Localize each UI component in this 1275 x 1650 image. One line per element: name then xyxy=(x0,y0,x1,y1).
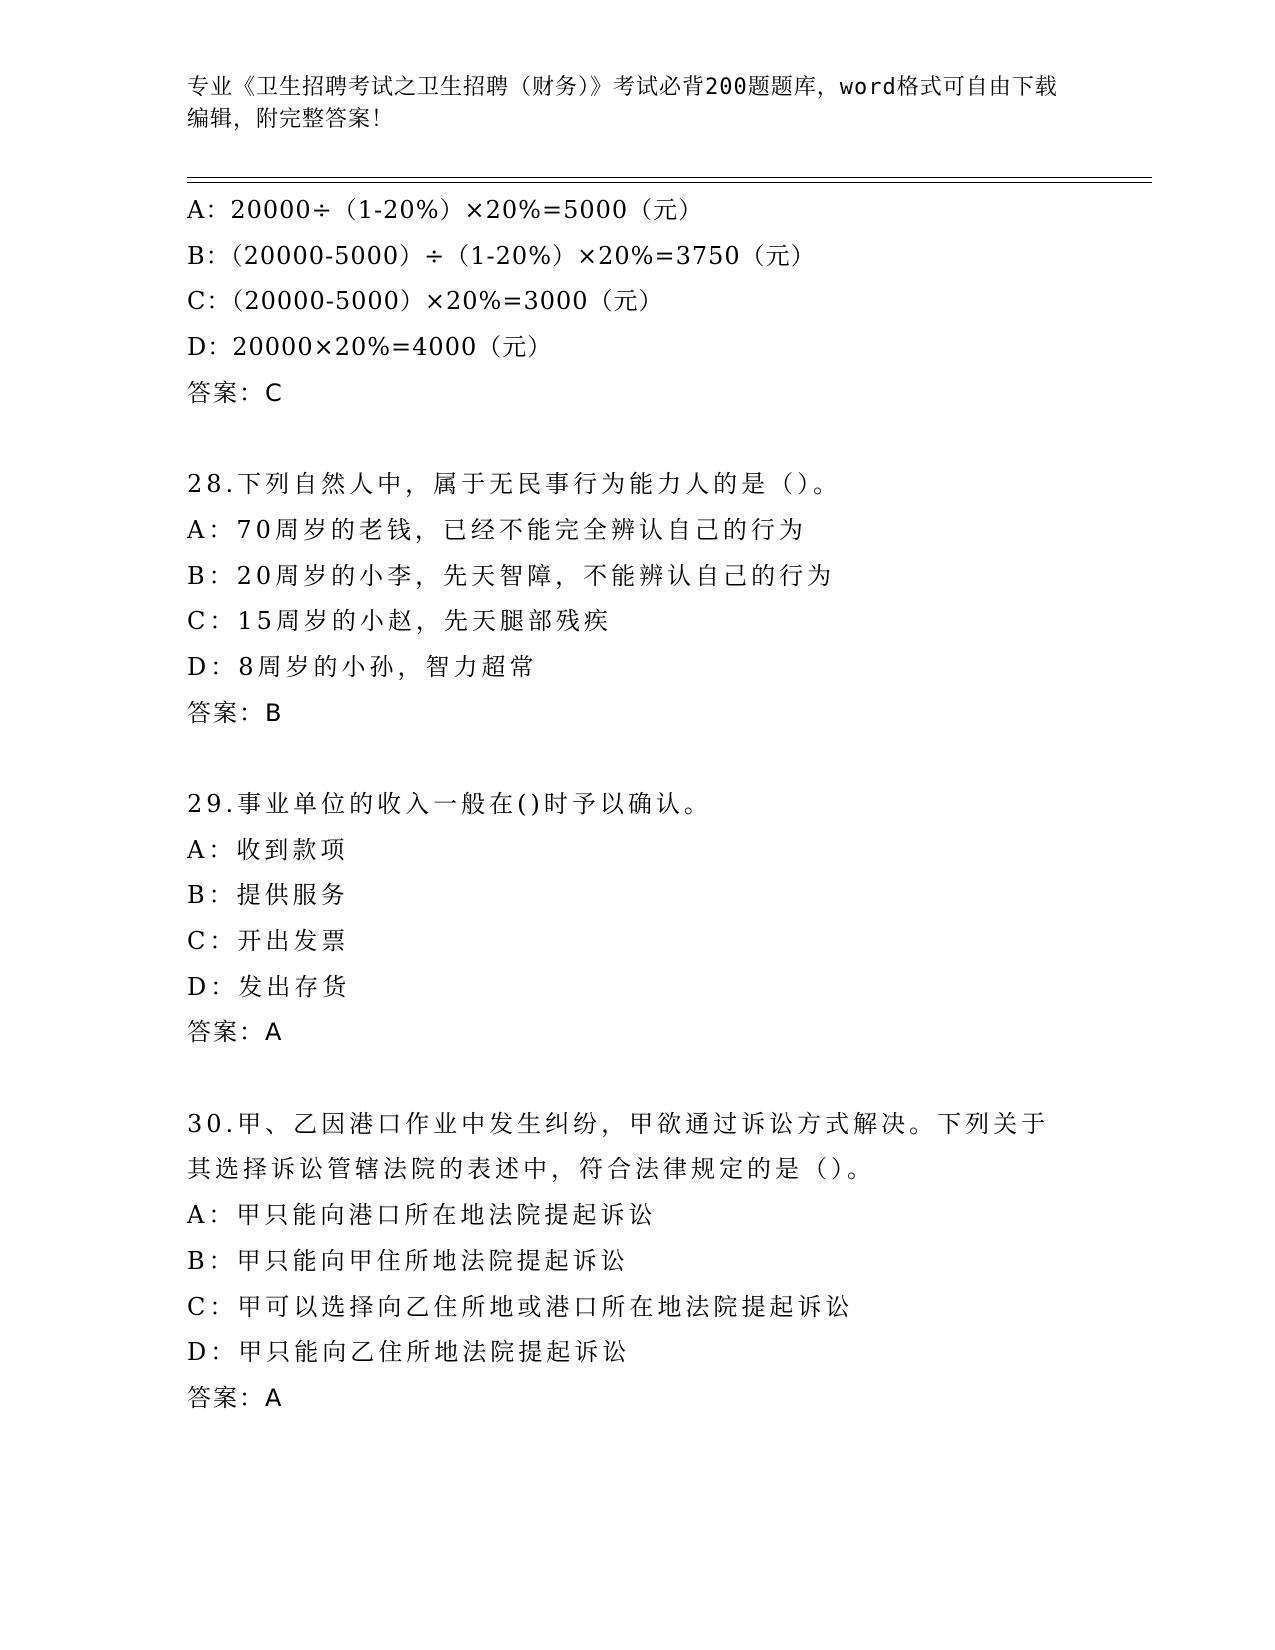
header-divider-bottom xyxy=(187,182,1152,183)
option-b: B：（20000-5000）÷（1-20%）×20%=3750（元） xyxy=(187,241,816,270)
answer-line: 答案：A xyxy=(187,1018,284,1047)
option-a: A：70周岁的老钱，已经不能完全辨认自己的行为 xyxy=(187,515,807,544)
answer-line: 答案：B xyxy=(187,698,284,727)
question-stem-continued: 其选择诉讼管辖法院的表述中，符合法律规定的是（）。 xyxy=(187,1155,875,1184)
option-d: D：20000×20%=4000（元） xyxy=(187,333,553,362)
option-a: A：20000÷（1-20%）×20%=5000（元） xyxy=(187,196,704,224)
spacer xyxy=(187,736,1152,782)
option-a: A：收到款项 xyxy=(187,835,349,864)
document-header xyxy=(187,72,1067,136)
question-list xyxy=(187,188,1152,1422)
option-d: D：8周岁的小孙，智力超常 xyxy=(187,652,538,681)
header-divider-top xyxy=(187,177,1152,178)
document-title: 专业《卫生招聘考试之卫生招聘（财务）》考试必背200题题库，word格式可自由下载编辑，附完整答案！ xyxy=(187,75,1058,132)
question-30 xyxy=(187,1102,1152,1422)
option-a: A：甲只能向港口所在地法院提起诉讼 xyxy=(187,1201,657,1230)
question-stem: 29.事业单位的收入一般在()时予以确认。 xyxy=(187,789,712,818)
question-stem: 30.甲、乙因港口作业中发生纠纷，甲欲通过诉讼方式解决。下列关于 xyxy=(187,1109,1050,1138)
option-b: B：20周岁的小李，先天智障，不能辨认自己的行为 xyxy=(187,561,836,590)
option-d: D：发出存货 xyxy=(187,972,351,1001)
option-d: D：甲只能向乙住所地法院提起诉讼 xyxy=(187,1338,631,1367)
spacer xyxy=(187,416,1152,462)
question-27 xyxy=(187,188,1152,416)
question-28 xyxy=(187,462,1152,736)
answer-line: 答案：A xyxy=(187,1383,284,1412)
spacer xyxy=(187,1056,1152,1102)
option-c: C：甲可以选择向乙住所地或港口所在地法院提起诉讼 xyxy=(187,1292,854,1321)
option-c: C：（20000-5000）×20%=3000（元） xyxy=(187,287,664,316)
option-c: C：开出发票 xyxy=(187,927,350,955)
option-b: B：甲只能向甲住所地法院提起诉讼 xyxy=(187,1246,629,1275)
option-b: B：提供服务 xyxy=(187,881,349,910)
question-29 xyxy=(187,782,1152,1056)
answer-line: 答案：C xyxy=(187,378,284,407)
question-stem: 28.下列自然人中，属于无民事行为能力人的是（）。 xyxy=(187,470,842,499)
option-c: C：15周岁的小赵，先天腿部残疾 xyxy=(187,607,612,636)
